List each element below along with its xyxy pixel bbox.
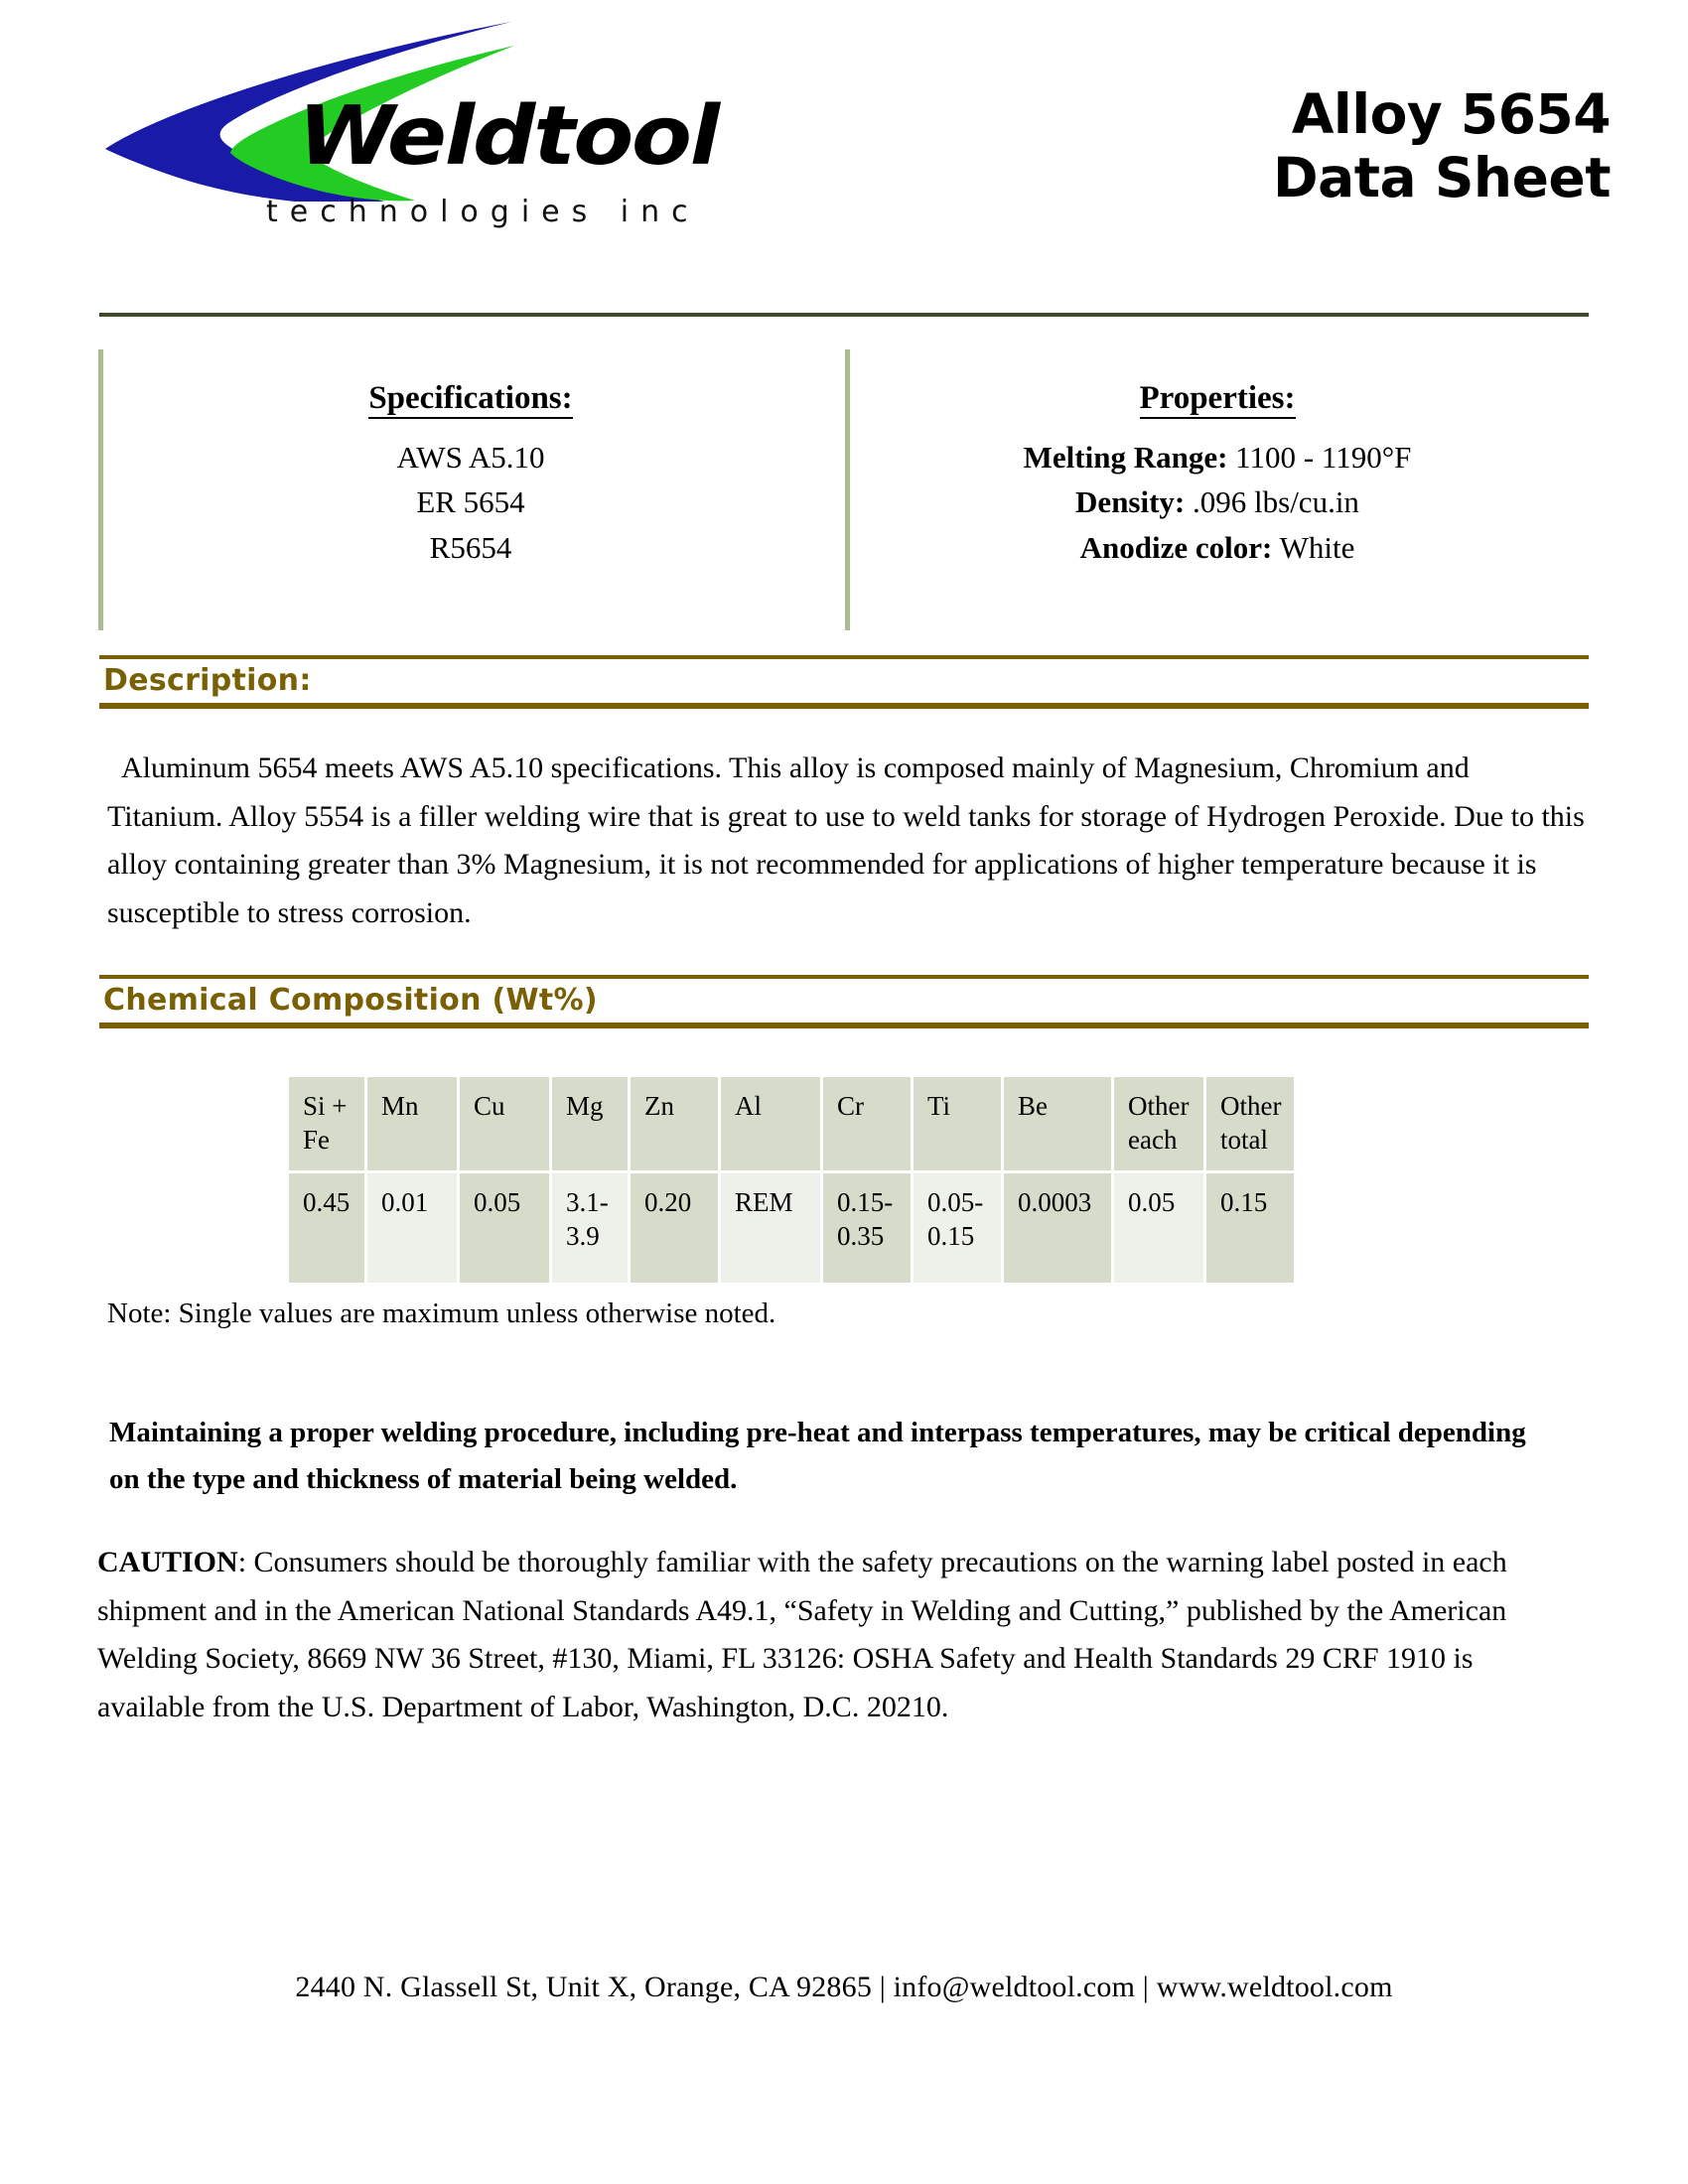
description-band-bottom-rule [99, 703, 1589, 709]
company-logo [99, 18, 718, 246]
caution-body: : Consumers should be thoroughly familiar with the safety precautions on the warning label posted in each shipment and in the American National Standards A49.1, “Safety in Welding and Cutting,” published by the American Welding Society, 8669 NW 36 Street, #130, Miami, FL 33126: OSHA Safety and Health Standards 29 CRF 1910 is available from the U.S. Department of Labor, Washington, D.C. 20210. [97, 1546, 1507, 1723]
table-cell: 3.1-3.9 [552, 1173, 628, 1283]
table-header-cell: Other total [1206, 1077, 1294, 1170]
header-divider [99, 313, 1589, 317]
specification-line-1: AWS A5.10 [396, 440, 545, 475]
properties-column [850, 349, 1585, 570]
properties-heading [850, 380, 1585, 417]
table-row [289, 1173, 1294, 1283]
property-anodize-color [850, 525, 1585, 570]
page-header [0, 0, 1688, 298]
table-header-cell: Cr [823, 1077, 911, 1170]
chemical-composition-table [286, 1074, 1297, 1286]
property-anodize-color-label: Anodize color: [1079, 529, 1273, 565]
chemical-composition-section-band [99, 975, 1589, 1028]
table-cell: 0.15 [1206, 1173, 1294, 1283]
description-paragraph: Aluminum 5654 meets AWS A5.10 specifications. This alloy is composed mainly of Magnesium, Chromium and Titanium. Alloy 5554 is a filler welding wire that is great to use to weld tanks for storage of Hydrogen Peroxide. Due to this alloy containing greater than 3% Magnesium, it is not recommended for applications of higher temperature because it is susceptible to stress corrosion. [107, 751, 1585, 929]
table-header-cell: Be [1004, 1077, 1111, 1170]
specifications-column [103, 349, 838, 570]
table-cell: 0.15-0.35 [823, 1173, 911, 1283]
property-melting-range-label: Melting Range: [1023, 440, 1228, 475]
table-header-cell: Al [721, 1077, 820, 1170]
table-header-row [289, 1077, 1294, 1170]
table-header-cell: Mn [367, 1077, 457, 1170]
properties-heading-text: Properties: [1140, 380, 1296, 419]
description-band-label: Description: [103, 663, 312, 698]
specs-properties-section [0, 349, 1688, 632]
maintenance-note: Maintaining a proper welding procedure, including pre-heat and interpass temperatures, may be critical depending on the type and thickness of material being welded. [109, 1417, 1526, 1495]
table-cell: 0.05-0.15 [914, 1173, 1001, 1283]
table-cell: 0.20 [631, 1173, 718, 1283]
table-cell: REM [721, 1173, 820, 1283]
table-cell: 0.05 [1114, 1173, 1203, 1283]
table-header-cell: Si + Fe [289, 1077, 364, 1170]
table-note: Note: Single values are maximum unless otherwise noted. [107, 1297, 776, 1329]
page-footer: 2440 N. Glassell St, Unit X, Orange, CA 92865 | info@weldtool.com | www.weldtool.com [295, 1971, 1393, 2003]
property-density [850, 479, 1585, 524]
table-cell: 0.45 [289, 1173, 364, 1283]
property-density-value: .096 lbs/cu.in [1185, 484, 1359, 520]
table-header-cell: Ti [914, 1077, 1001, 1170]
table-header-cell: Zn [631, 1077, 718, 1170]
table-cell: 0.0003 [1004, 1173, 1111, 1283]
page-title-line2: Data Sheet [1273, 145, 1611, 209]
specification-line-2: ER 5654 [416, 484, 525, 520]
page-title-line1: Alloy 5654 [1291, 82, 1611, 146]
description-section-band [99, 655, 1589, 709]
specification-line-3: R5654 [429, 529, 512, 565]
property-melting-range [850, 435, 1585, 479]
logo-wordmark: Weldtool [298, 89, 718, 184]
table-cell: 0.05 [460, 1173, 549, 1283]
table-cell: 0.01 [367, 1173, 457, 1283]
specifications-heading-text: Specifications: [368, 380, 572, 419]
chemical-band-bottom-rule [99, 1023, 1589, 1028]
specifications-heading [103, 380, 838, 417]
table-header-cell: Cu [460, 1077, 549, 1170]
table-header-cell: Mg [552, 1077, 628, 1170]
property-anodize-color-value: White [1272, 529, 1355, 565]
table-header-cell: Other each [1114, 1077, 1203, 1170]
caution-lead: CAUTION [97, 1546, 238, 1578]
page-title [1273, 83, 1611, 210]
property-density-label: Density: [1075, 484, 1186, 520]
logo-tagline: technologies inc [266, 195, 700, 229]
caution-paragraph [97, 1539, 1587, 1731]
property-melting-range-value: 1100 - 1190°F [1227, 440, 1412, 475]
chemical-band-label: Chemical Composition (Wt%) [103, 983, 598, 1018]
